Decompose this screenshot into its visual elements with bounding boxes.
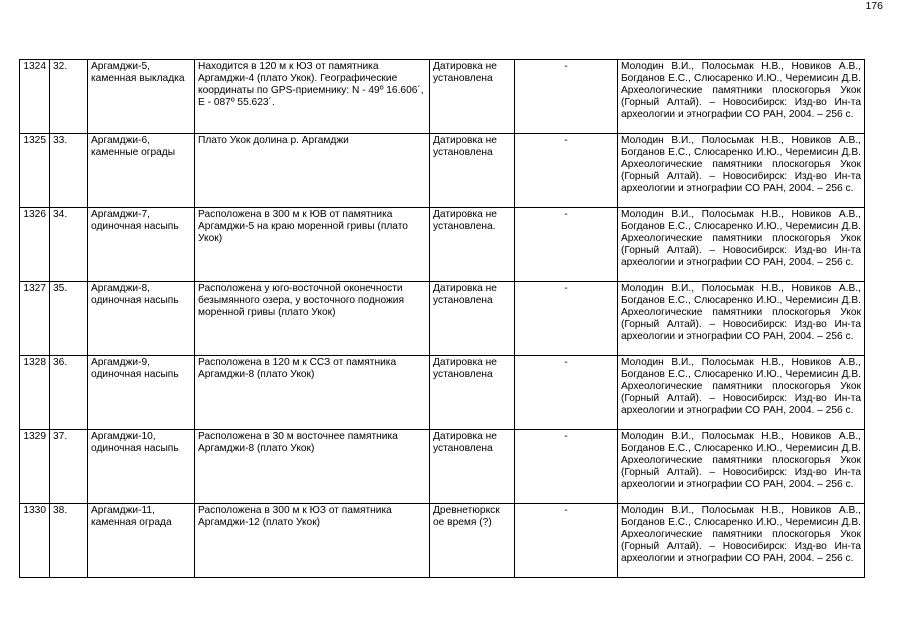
bibliographic-reference-cell: Молодин В.И., Полосьмак Н.В., Новиков А.В., Богданов Е.С., Слюсаренко И.Ю., Черемисин Д.В. Археологические памятники плоскогорья Укок (Горный Алтай). – Новосибирск: Изд-во Ин-та археологии и этнографии СО РАН, 2004. – 256 с. — [618, 430, 865, 504]
monuments-table — [19, 59, 865, 578]
monument-dating-cell: Древнетюркск ое время (?) — [430, 504, 515, 578]
empty-field-cell: - — [515, 60, 618, 134]
monument-location-cell: Плато Укок долина р. Аргамджи — [195, 134, 430, 208]
item-number-cell: 36. — [50, 356, 88, 430]
bibliographic-reference-cell: Молодин В.И., Полосьмак Н.В., Новиков А.В., Богданов Е.С., Слюсаренко И.Ю., Черемисин Д.В. Археологические памятники плоскогорья Укок (Горный Алтай). – Новосибирск: Изд-во Ин-та археологии и этнографии СО РАН, 2004. – 256 с. — [618, 282, 865, 356]
item-number-cell: 38. — [50, 504, 88, 578]
table-row — [20, 356, 865, 430]
bibliographic-reference-cell: Молодин В.И., Полосьмак Н.В., Новиков А.В., Богданов Е.С., Слюсаренко И.Ю., Черемисин Д.В. Археологические памятники плоскогорья Укок (Горный Алтай). – Новосибирск: Изд-во Ин-та археологии и этнографии СО РАН, 2004. – 256 с. — [618, 134, 865, 208]
registry-number-cell: 1326 — [20, 208, 50, 282]
registry-number-cell: 1330 — [20, 504, 50, 578]
table-row — [20, 134, 865, 208]
monument-name-cell: Аргамджи-10, одиночная насыпь — [88, 430, 195, 504]
monument-location-cell: Расположена у юго-восточной оконечности безымянного озера, у восточного подножия моренной гривы (плато Укок) — [195, 282, 430, 356]
monument-name-cell: Аргамджи-11, каменная ограда — [88, 504, 195, 578]
empty-field-cell: - — [515, 282, 618, 356]
item-number-cell: 37. — [50, 430, 88, 504]
monument-dating-cell: Датировка не установлена — [430, 430, 515, 504]
registry-number-cell: 1328 — [20, 356, 50, 430]
table-row — [20, 430, 865, 504]
empty-field-cell: - — [515, 356, 618, 430]
empty-field-cell: - — [515, 208, 618, 282]
bibliographic-reference-cell: Молодин В.И., Полосьмак Н.В., Новиков А.В., Богданов Е.С., Слюсаренко И.Ю., Черемисин Д.В. Археологические памятники плоскогорья Укок (Горный Алтай). – Новосибирск: Изд-во Ин-та археологии и этнографии СО РАН, 2004. – 256 с. — [618, 504, 865, 578]
monument-dating-cell: Датировка не установлена — [430, 134, 515, 208]
monument-dating-cell: Датировка не установлена — [430, 282, 515, 356]
item-number-cell: 34. — [50, 208, 88, 282]
bibliographic-reference-cell: Молодин В.И., Полосьмак Н.В., Новиков А.В., Богданов Е.С., Слюсаренко И.Ю., Черемисин Д.В. Археологические памятники плоскогорья Укок (Горный Алтай). – Новосибирск: Изд-во Ин-та археологии и этнографии СО РАН, 2004. – 256 с. — [618, 356, 865, 430]
item-number-cell: 32. — [50, 60, 88, 134]
empty-field-cell: - — [515, 504, 618, 578]
monument-name-cell: Аргамджи-6, каменные ограды — [88, 134, 195, 208]
monument-dating-cell: Датировка не установлена. — [430, 208, 515, 282]
monument-name-cell: Аргамджи-8, одиночная насыпь — [88, 282, 195, 356]
table-row — [20, 282, 865, 356]
item-number-cell: 35. — [50, 282, 88, 356]
monument-name-cell: Аргамджи-7, одиночная насыпь — [88, 208, 195, 282]
empty-field-cell: - — [515, 430, 618, 504]
monument-location-cell: Находится в 120 м к ЮЗ от памятника Аргамджи-4 (плато Укок). Географические координаты по GPS-приемнику: N - 49º 16.606´, E - 087º 55.623´. — [195, 60, 430, 134]
monument-dating-cell: Датировка не установлена — [430, 356, 515, 430]
monument-location-cell: Расположена в 300 м к ЮВ от памятника Аргамджи-5 на краю моренной гривы (плато Укок) — [195, 208, 430, 282]
registry-number-cell: 1329 — [20, 430, 50, 504]
page-number: 176 — [865, 0, 883, 12]
monument-location-cell: Расположена в 30 м восточнее памятника Аргамджи-8 (плато Укок) — [195, 430, 430, 504]
table-row — [20, 504, 865, 578]
monument-dating-cell: Датировка не установлена — [430, 60, 515, 134]
bibliographic-reference-cell: Молодин В.И., Полосьмак Н.В., Новиков А.В., Богданов Е.С., Слюсаренко И.Ю., Черемисин Д.В. Археологические памятники плоскогорья Укок (Горный Алтай). – Новосибирск: Изд-во Ин-та археологии и этнографии СО РАН, 2004. – 256 с. — [618, 60, 865, 134]
registry-number-cell: 1325 — [20, 134, 50, 208]
table-row — [20, 208, 865, 282]
registry-number-cell: 1324 — [20, 60, 50, 134]
registry-number-cell: 1327 — [20, 282, 50, 356]
item-number-cell: 33. — [50, 134, 88, 208]
monument-location-cell: Расположена в 300 м к ЮЗ от памятника Аргамджи-12 (плато Укок) — [195, 504, 430, 578]
table-body — [20, 60, 865, 578]
monument-name-cell: Аргамджи-5, каменная выкладка — [88, 60, 195, 134]
empty-field-cell: - — [515, 134, 618, 208]
bibliographic-reference-cell: Молодин В.И., Полосьмак Н.В., Новиков А.В., Богданов Е.С., Слюсаренко И.Ю., Черемисин Д.В. Археологические памятники плоскогорья Укок (Горный Алтай). – Новосибирск: Изд-во Ин-та археологии и этнографии СО РАН, 2004. – 256 с. — [618, 208, 865, 282]
monument-name-cell: Аргамджи-9, одиночная насыпь — [88, 356, 195, 430]
monument-location-cell: Расположена в 120 м к ССЗ от памятника Аргамджи-8 (плато Укок) — [195, 356, 430, 430]
table-row — [20, 60, 865, 134]
